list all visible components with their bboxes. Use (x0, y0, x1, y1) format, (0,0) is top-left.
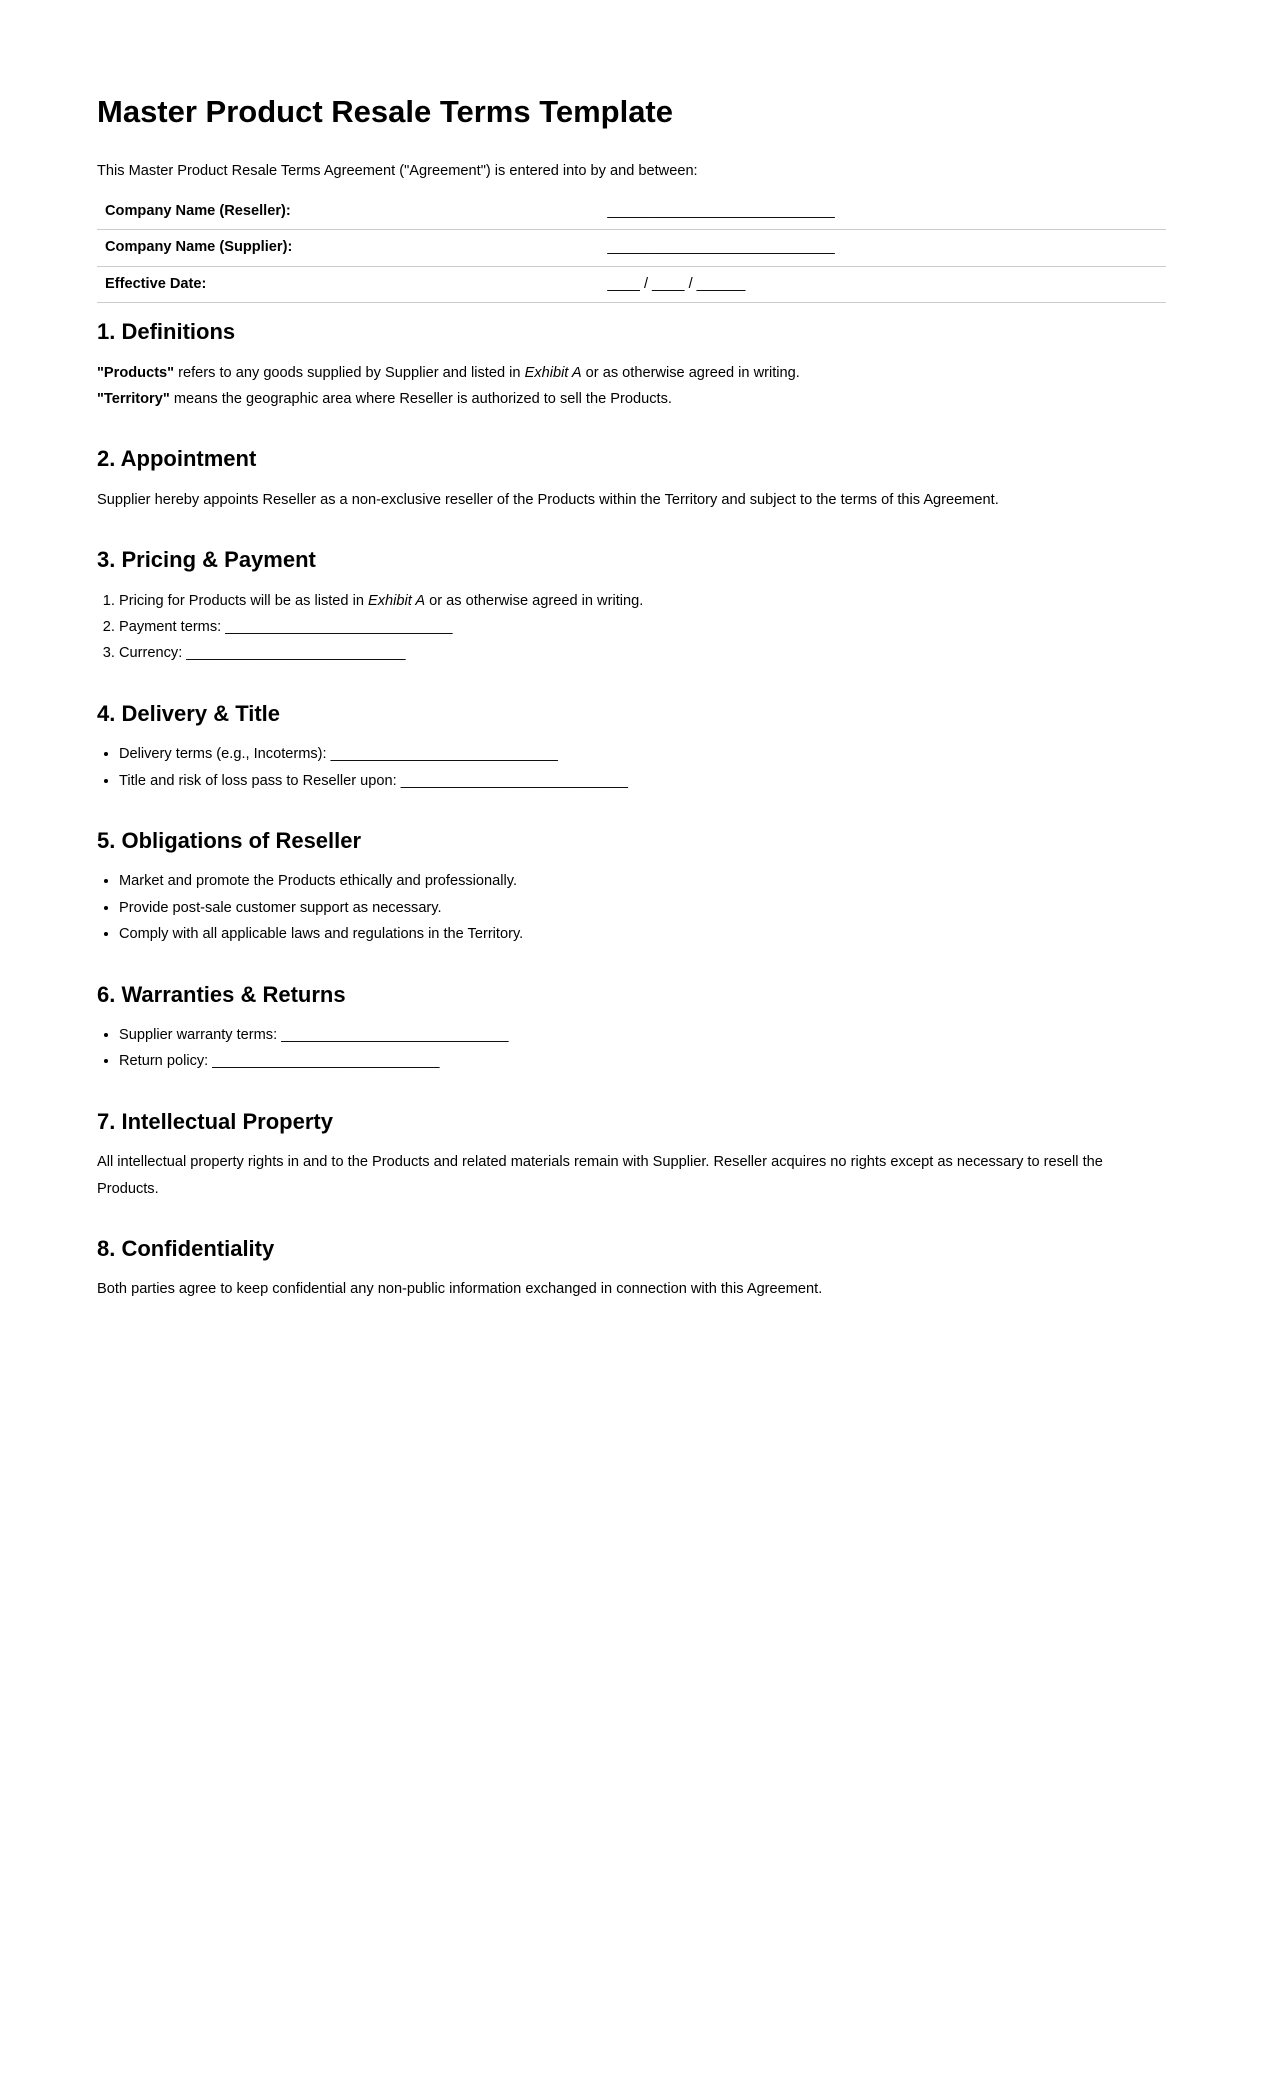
exhibit-a-reference: Exhibit A (524, 364, 582, 381)
list-item-payment-terms: 2. Payment terms: ____________________________ (119, 614, 1166, 640)
list-item-post-sale-support: • Provide post-sale customer support as necessary. (119, 895, 1166, 921)
delivery-title-list (97, 741, 1166, 794)
list-item-delivery-terms: • Delivery terms (e.g., Incoterms): ____________________________ (119, 741, 1166, 767)
section-heading-definitions: 1. Definitions (97, 319, 236, 345)
reseller-name-blank: ____________________________ (599, 194, 1166, 230)
table-row-supplier (97, 230, 1166, 266)
page-title: Master Product Resale Terms Template (97, 94, 673, 129)
list-item-title-risk: • Title and risk of loss pass to Reseller upon: ____________________________ (119, 768, 1166, 794)
section-heading-delivery-title: 4. Delivery & Title (97, 700, 281, 726)
pricing-payment-list (97, 588, 1166, 667)
definitions-body (97, 360, 1166, 413)
pricing-text: Pricing for Products will be as listed in (119, 592, 369, 609)
supplier-name-label: Company Name (Supplier): (97, 230, 599, 266)
section-heading-intellectual-property: 7. Intellectual Property (97, 1108, 333, 1134)
products-definition-text-2: or as otherwise agreed in writing. (581, 364, 800, 381)
table-row-reseller (97, 194, 1166, 230)
warranties-returns-list (97, 1022, 1166, 1075)
appointment-body: Supplier hereby appoints Reseller as a non-exclusive reseller of the Products within the Territory and subject to the terms of this Agreement. (97, 491, 999, 508)
territory-definition-text: means the geographic area where Reseller is authorized to sell the Products. (169, 391, 672, 408)
confidentiality-body: Both parties agree to keep confidential any non-public information exchanged in connection with this Agreement. (97, 1281, 823, 1298)
effective-date-label: Effective Date: (97, 266, 599, 302)
supplier-name-blank: ____________________________ (599, 230, 1166, 266)
intellectual-property-body: All intellectual property rights in and to the Products and related materials remain with Supplier. Reseller acquires no rights except as necessary to resell the Products. (97, 1154, 1103, 1197)
list-item-warranty-terms: • Supplier warranty terms: ____________________________ (119, 1022, 1166, 1048)
list-item-pricing (119, 588, 1166, 614)
products-definition-text: refers to any goods supplied by Supplier and listed in (174, 364, 525, 381)
reseller-name-label: Company Name (Reseller): (97, 194, 599, 230)
list-item-return-policy: • Return policy: ____________________________ (119, 1048, 1166, 1074)
table-row-effective-date (97, 266, 1166, 302)
list-item-market-promote: • Market and promote the Products ethically and professionally. (119, 868, 1166, 894)
exhibit-a-reference: Exhibit A (368, 592, 426, 609)
section-heading-pricing-payment: 3. Pricing & Payment (97, 547, 316, 573)
intro-paragraph: This Master Product Resale Terms Agreement ("Agreement") is entered into by and between: (97, 162, 698, 179)
products-term: "Products" (97, 364, 175, 381)
obligations-list (97, 868, 1166, 947)
effective-date-blank: ____ / ____ / ______ (599, 266, 1166, 302)
section-heading-appointment: 2. Appointment (97, 446, 257, 472)
list-item-comply-laws: • Comply with all applicable laws and regulations in the Territory. (119, 921, 1166, 947)
section-heading-confidentiality: 8. Confidentiality (97, 1236, 275, 1262)
section-heading-obligations: 5. Obligations of Reseller (97, 828, 362, 854)
pricing-text-2: or as otherwise agreed in writing. (425, 592, 644, 609)
territory-term: "Territory" (97, 391, 170, 408)
list-item-currency: 3. Currency: ___________________________ (119, 640, 1166, 666)
section-heading-warranties-returns: 6. Warranties & Returns (97, 981, 346, 1007)
parties-table (97, 194, 1166, 303)
